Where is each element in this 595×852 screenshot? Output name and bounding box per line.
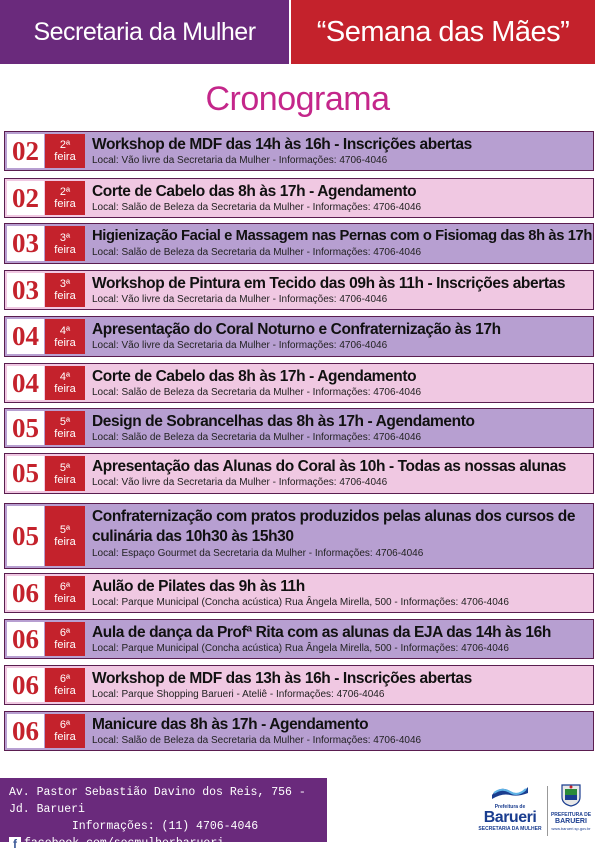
event-info — [85, 364, 593, 402]
footer-facebook[interactable] — [9, 835, 321, 852]
logo1-name: Barueri — [483, 809, 537, 826]
event-title: Corte de Cabelo das 8h às 17h - Agendamento — [92, 183, 417, 200]
event-weekday-ordinal: 3ª — [59, 231, 71, 244]
event-weekday-ordinal: 6ª — [59, 719, 71, 731]
event-info — [85, 574, 593, 612]
event-info — [85, 620, 593, 658]
event-weekday-ordinal: 3ª — [59, 278, 71, 290]
event-title: Aula de dança da Profª Rita com as alunas da EJA das 14h às 16h — [92, 624, 551, 641]
flag-icon — [490, 783, 530, 799]
event-info — [85, 666, 593, 704]
barueri-women-secretariat-logo — [474, 783, 546, 839]
event-row — [4, 270, 594, 310]
event-weekday-ordinal: 5ª — [59, 416, 71, 428]
event-day-number: 06 — [7, 622, 44, 656]
header-event-name: “Semana das Mães” — [291, 0, 595, 64]
event-weekday-label: feira — [54, 198, 76, 210]
event-location: Local: Vão livre da Secretaria da Mulher - Informações: 4706-4046 — [92, 155, 388, 166]
event-weekday-label: feira — [54, 243, 76, 256]
event-weekday-badge — [45, 668, 85, 702]
event-day-number: 06 — [7, 576, 44, 610]
event-weekday-label: feira — [54, 336, 76, 349]
event-weekday-label: feira — [54, 639, 76, 651]
footer-phone: Informações: (11) 4706-4046 — [71, 820, 259, 833]
facebook-link[interactable]: facebook.com/secmulherbarueri — [24, 837, 225, 850]
event-weekday-label: feira — [54, 685, 76, 697]
event-day-number: 05 — [7, 456, 44, 491]
event-location: Local: Salão de Beleza da Secretaria da Mulher - Informações: 4706-4046 — [92, 247, 422, 258]
event-day-number: 05 — [7, 506, 44, 566]
event-weekday-label: feira — [54, 428, 76, 440]
event-title: Apresentação das Alunas do Coral às 10h - Todas as nossas alunas — [92, 458, 567, 475]
event-info — [85, 712, 593, 750]
event-title: Manicure das 8h às 17h - Agendamento — [92, 716, 369, 733]
event-info — [85, 179, 593, 217]
event-day-number: 05 — [7, 411, 44, 445]
logo1-sub: SECRETARIA DA MULHER — [478, 826, 542, 832]
event-weekday-badge — [45, 506, 85, 566]
event-weekday-label: feira — [54, 383, 76, 395]
logo-divider — [547, 786, 548, 836]
event-title: Higienização Facial e Massagem nas Pernas com o Fisiomag das 8h às 17h — [92, 228, 592, 244]
event-location: Local: Parque Municipal (Concha acústica) Rua Ângela Mirella, 500 - Informações: 4706-4046 — [92, 643, 509, 654]
event-row — [4, 131, 594, 171]
event-weekday-ordinal: 2ª — [59, 139, 71, 151]
event-weekday-ordinal: 6ª — [59, 581, 71, 593]
event-row — [4, 223, 594, 264]
logo2-name: BARUERI — [555, 818, 587, 825]
event-title: Corte de Cabelo das 8h às 17h - Agendamento — [92, 368, 417, 385]
event-info — [85, 454, 593, 493]
event-row — [4, 711, 594, 751]
event-title: Apresentação do Coral Noturno e Confraternização às 17h — [92, 321, 501, 338]
event-info — [85, 132, 593, 170]
event-day-number: 02 — [7, 134, 44, 168]
event-row — [4, 503, 594, 569]
event-location: Local: Vão livre da Secretaria da Mulher - Informações: 4706-4046 — [92, 294, 388, 305]
event-weekday-badge — [45, 273, 85, 307]
event-row — [4, 453, 594, 494]
event-row — [4, 619, 594, 659]
event-row — [4, 178, 594, 218]
facebook-icon: f — [9, 837, 21, 850]
logo1-top: Prefeitura de — [494, 804, 526, 810]
event-day-number: 04 — [7, 366, 44, 400]
footer-address: Av. Pastor Sebastião Davino dos Reis, 756 - Jd. Barueri — [9, 786, 306, 816]
event-info — [85, 317, 593, 356]
event-location: Local: Salão de Beleza da Secretaria da Mulher - Informações: 4706-4046 — [92, 202, 422, 213]
event-weekday-badge — [45, 576, 85, 610]
logo2-url: www.barueri.sp.gov.br — [551, 826, 591, 831]
event-weekday-ordinal: 6ª — [59, 673, 71, 685]
event-day-number: 04 — [7, 319, 44, 354]
header-banner — [0, 0, 595, 64]
event-day-number: 02 — [7, 181, 44, 215]
event-title: Workshop de MDF das 14h às 16h - Inscrições abertas — [92, 136, 472, 153]
event-weekday-label: feira — [54, 151, 76, 163]
event-row — [4, 316, 594, 357]
event-location: Local: Salão de Beleza da Secretaria da Mulher - Informações: 4706-4046 — [92, 735, 422, 746]
event-weekday-label: feira — [54, 473, 76, 486]
event-weekday-badge — [45, 134, 85, 168]
crest-icon — [560, 783, 582, 807]
event-location: Local: Parque Municipal (Concha acústica) Rua Ângela Mirella, 500 - Informações: 4706-4046 — [92, 597, 509, 608]
event-title: Design de Sobrancelhas das 8h às 17h - Agendamento — [92, 413, 475, 430]
event-row — [4, 665, 594, 705]
event-weekday-ordinal: 6ª — [59, 627, 71, 639]
event-weekday-ordinal: 4ª — [59, 371, 71, 383]
event-location: Local: Salão de Beleza da Secretaria da Mulher - Informações: 4706-4046 — [92, 432, 422, 443]
event-row — [4, 408, 594, 448]
event-day-number: 06 — [7, 714, 44, 748]
event-weekday-label: feira — [54, 290, 76, 302]
event-weekday-ordinal: 5ª — [59, 461, 71, 474]
event-weekday-badge — [45, 411, 85, 445]
event-title: Confraternização com pratos produzidos pelas alunas dos cursos de culinária das 10h30 às 15h30 — [92, 508, 576, 545]
page-title: Cronograma — [205, 80, 390, 118]
event-weekday-badge — [45, 319, 85, 354]
event-weekday-label: feira — [54, 593, 76, 605]
event-weekday-badge — [45, 456, 85, 491]
event-weekday-ordinal: 2ª — [59, 186, 71, 198]
event-location: Local: Vão livre da Secretaria da Mulher - Informações: 4706-4046 — [92, 477, 388, 488]
footer-contact — [0, 778, 327, 851]
event-day-number: 03 — [7, 226, 44, 261]
event-title: Workshop de Pintura em Tecido das 09h às 11h - Inscrições abertas — [92, 275, 566, 292]
event-weekday-ordinal: 4ª — [59, 324, 71, 337]
event-row — [4, 573, 594, 613]
event-weekday-badge — [45, 366, 85, 400]
event-location: Local: Vão livre da Secretaria da Mulher - Informações: 4706-4046 — [92, 340, 388, 351]
event-info — [85, 271, 593, 309]
event-location: Local: Salão de Beleza da Secretaria da Mulher - Informações: 4706-4046 — [92, 387, 422, 398]
event-day-number: 03 — [7, 273, 44, 307]
event-weekday-ordinal: 5ª — [59, 524, 71, 536]
event-info — [85, 504, 593, 568]
event-info — [85, 224, 593, 263]
event-weekday-badge — [45, 714, 85, 748]
event-weekday-badge — [45, 181, 85, 215]
event-weekday-badge — [45, 622, 85, 656]
logo2-top: PREFEITURA DE — [550, 812, 592, 818]
event-info — [85, 409, 593, 447]
barueri-city-crest-logo — [549, 783, 593, 839]
header-org-name: Secretaria da Mulher — [0, 0, 289, 64]
event-title: Aulão de Pilates das 9h às 11h — [92, 578, 305, 595]
event-title: Workshop de MDF das 13h às 16h - Inscrições abertas — [92, 670, 472, 687]
event-weekday-label: feira — [54, 731, 76, 743]
event-weekday-badge — [45, 226, 85, 261]
event-weekday-label: feira — [54, 536, 76, 548]
event-day-number: 06 — [7, 668, 44, 702]
event-location: Local: Espaço Gourmet da Secretaria da Mulher - Informações: 4706-4046 — [92, 548, 424, 559]
event-row — [4, 363, 594, 403]
event-location: Local: Parque Shopping Barueri - Ateliê - Informações: 4706-4046 — [92, 689, 385, 700]
